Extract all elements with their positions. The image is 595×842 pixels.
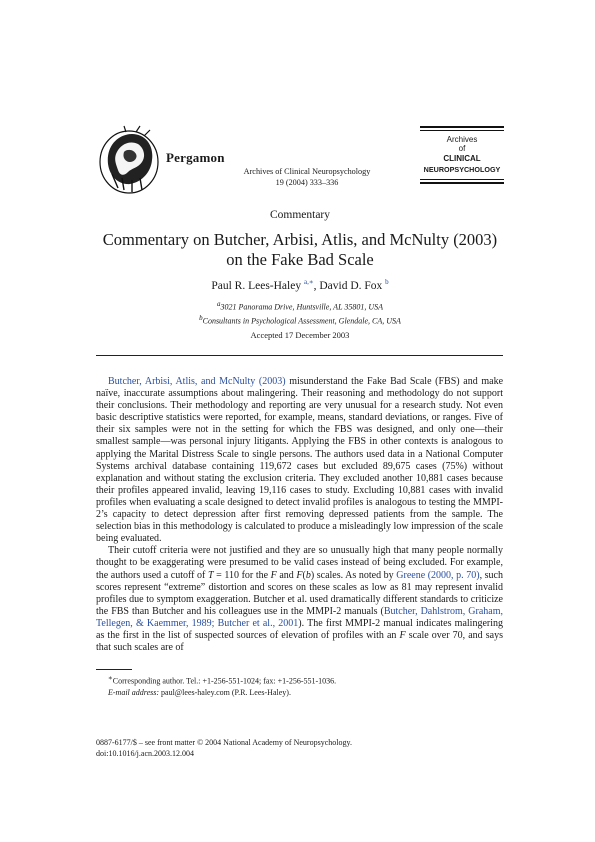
logo-line-2: of <box>458 144 466 153</box>
corresponding-author-text: Corresponding author. Tel.: +1-256-551-1024; fax: +1-256-551-1036. <box>112 676 337 686</box>
affiliations <box>120 299 480 326</box>
italic-symbol: F <box>399 629 406 641</box>
author-list <box>120 278 480 292</box>
text-run: ) scales. As noted by <box>310 569 397 581</box>
journal-name: Archives of Clinical Neuropsychology <box>243 167 371 176</box>
title-line-2: on the Fake Bad Scale <box>226 250 374 269</box>
author-name: Paul R. Lees-Haley <box>211 279 302 292</box>
issn-line: 0887-6177/$ – see front matter © 2004 National Academy of Neuropsychology. <box>96 738 352 747</box>
affiliation-mark: a <box>216 300 221 308</box>
italic-symbol: F <box>296 569 303 581</box>
affiliation-a <box>120 299 480 313</box>
logo-rule-bottom-thin <box>420 179 504 180</box>
text-run: misunderstand the Fake Bad Scale (FBS) and make naïve, inaccurate assumptions about malingering. Their reasoning and methodology do not support their conclusions. Their methodology and reporting are very unusual for a research study. Not even basic descriptive statistics were reported, for example, means, standard deviations, or ranges. Five of their six samples were not in the setting for which the FBS was designed, and only one—their smallest sample—was personal injury litigants. Applying the FBS in other contexts is analogous to applying the Marital Distress Scale to single persons. The authors used data in a National Computer Systems archival database containing 119,672 cases but excluded 89,675 cases (75%) without explanation and without stating the exclusion criteria. They excluded another 10,881 cases because their profiles appeared invalid, leaving 19,116 cases to study. Excluding 10,881 cases with invalid profiles when evaluating a scale designed to detect invalid profiles is analogous to testing the MMPI-2’s capacity to detect depression after first removing depressed patients from the sample. The selection bias in this methodology is calculated to produce a misleadingly low impression of the scale being evaluated. <box>96 376 504 545</box>
citation-link[interactable]: Greene (2000, p. 70) <box>396 569 480 581</box>
journal-citation: 19 (2004) 333–336 <box>275 177 339 187</box>
italic-symbol: b <box>305 569 311 581</box>
article-type: Commentary <box>269 209 331 221</box>
text-run: = 110 for the <box>213 569 271 581</box>
italic-symbol: F <box>270 569 277 581</box>
doi-line[interactable]: doi:10.1016/j.acn.2003.12.004 <box>96 749 194 758</box>
author-affiliation-mark[interactable]: b <box>385 278 389 286</box>
logo-rule-top <box>420 126 504 128</box>
affiliation-text: 3021 Panorama Drive, Huntsville, AL 35801, USA <box>220 302 384 312</box>
author-affiliation-mark[interactable]: a,∗ <box>303 278 314 286</box>
italic-symbol: T <box>207 569 214 581</box>
text-run: and <box>276 569 297 581</box>
header-divider <box>96 355 503 356</box>
email-address[interactable]: paul@lees-haley.com (P.R. Lees-Haley). <box>159 687 291 697</box>
citation-link[interactable]: Butcher, Dahlstrom, Graham, Tellegen, & Kaemmer, 1989; Butcher et al., 2001 <box>96 605 503 629</box>
text-run: ( <box>302 569 306 581</box>
logo-line-3: CLINICAL <box>443 154 481 163</box>
text-run: ). The first MMPI-2 manual indicates malingering as the first in the list of suspected sources of elevation of profiles with an <box>96 617 503 641</box>
logo-line-4: NEUROPSYCHOLOGY <box>423 165 501 174</box>
journal-reference <box>200 167 414 188</box>
footnote-mark: ∗ <box>108 674 113 682</box>
accepted-date: Accepted 17 December 2003 <box>250 330 350 340</box>
email-label: E-mail address: <box>108 687 160 697</box>
title-line-1: Commentary on Butcher, Arbisi, Atlis, and McNulty (2003) <box>102 230 498 249</box>
citation-link[interactable]: Butcher, Arbisi, Atlis, and McNulty (2003) <box>108 376 286 387</box>
affiliation-text: Consultants in Psychological Assessment, Glendale, CA, USA <box>202 316 401 326</box>
affiliation-b <box>120 313 480 327</box>
article-body <box>96 376 503 654</box>
publisher-name: Pergamon <box>166 150 225 165</box>
author-name: David D. Fox <box>319 279 383 292</box>
body-paragraph-2 <box>96 545 503 654</box>
text-run: Their cutoff criteria were not justified and they are so unusually high that many people normally thought to be exaggerating were presumed to be valid cases instead of being excluded. For example, the authors used a cutoff of <box>96 545 503 581</box>
footnotes <box>108 673 488 698</box>
text-run: , such scores represent “extreme” distortion and scores on these scales as low as 81 may represent invalid profiles due to symptom exaggeration. Butcher et al. used dramatically different standards to criticize the FBS than Butcher and his colleagues use in the MMPI-2 manuals ( <box>96 569 503 617</box>
logo-line-1: Archives <box>446 135 478 144</box>
affiliation-mark: b <box>199 313 203 322</box>
front-matter <box>96 737 496 759</box>
article-title <box>60 230 540 270</box>
text-run: scale over 70, and says that such scales are of <box>96 629 503 654</box>
author-separator: , <box>313 279 320 292</box>
logo-rule-bottom <box>420 182 504 184</box>
journal-logo <box>420 126 504 186</box>
email-note <box>108 687 488 698</box>
corresponding-author-note <box>108 673 488 687</box>
publisher-emblem-icon <box>96 124 162 196</box>
footnote-divider <box>96 669 132 670</box>
body-paragraph-1 <box>96 376 503 545</box>
logo-rule-top-thin <box>420 130 504 131</box>
